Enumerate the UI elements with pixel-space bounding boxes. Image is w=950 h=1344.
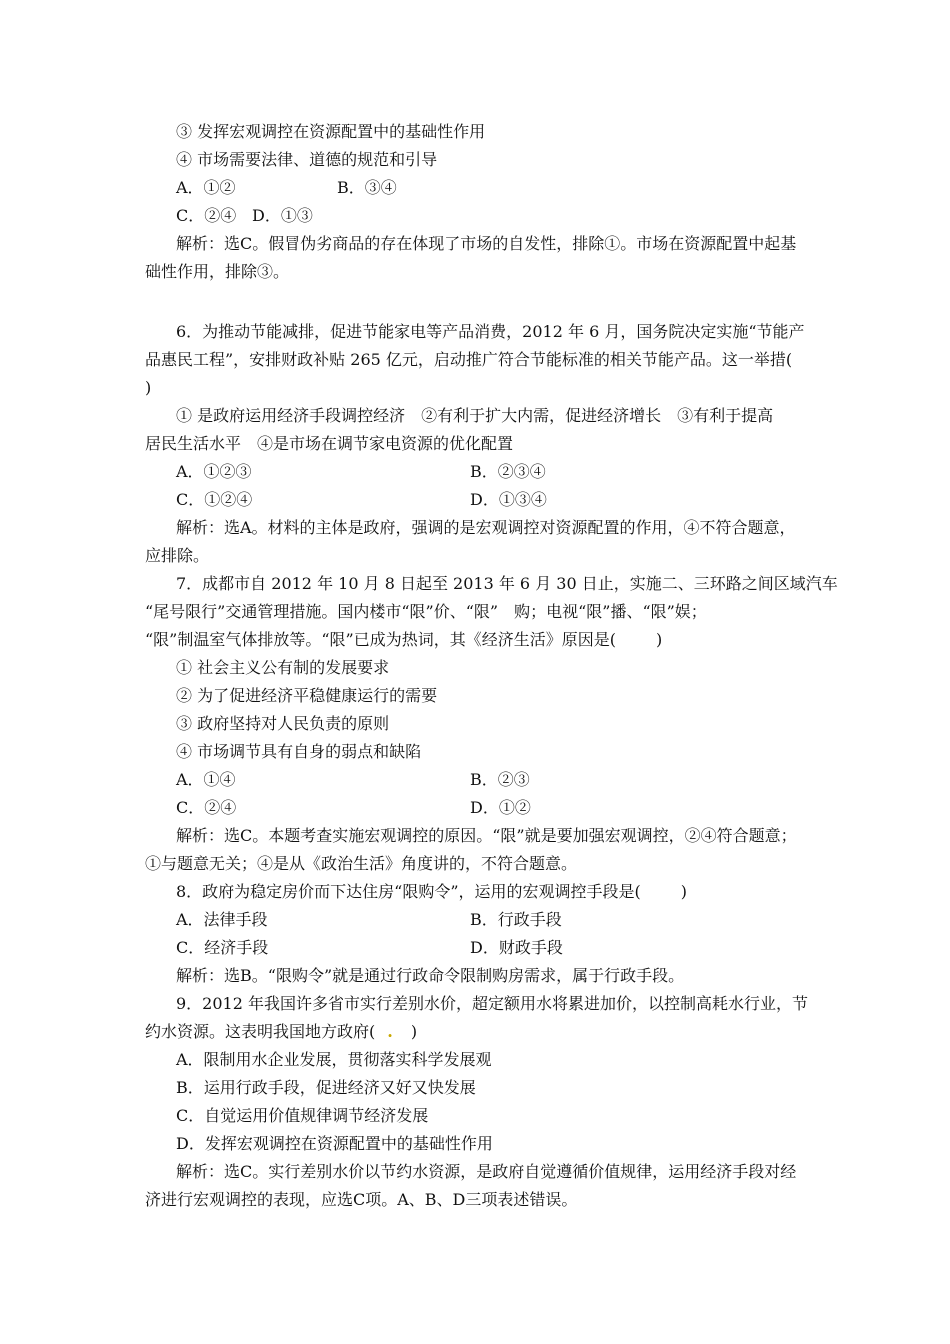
q9-stem-dot: . <box>387 1022 393 1041</box>
q8-choice-d: D．财政手段 <box>470 938 563 957</box>
q7-stem-text: “限”制温室气体排放等。“限”已成为热词，其《经济生活》原因是( <box>145 630 616 649</box>
q6-stem-line-2: 品惠民工程”，安排财政补贴 265 亿元，启动推广符合节能标准的相关节能产品。这一举措( <box>145 350 793 369</box>
q7-choice-a: A．①④ <box>176 770 236 789</box>
q5-option-3: ③ 发挥宏观调控在资源配置中的基础性作用 <box>176 122 486 141</box>
q6-choice-c: C．①②④ <box>176 490 253 509</box>
q9-stem-close: ) <box>410 1022 418 1041</box>
q8-stem-text: 8．政府为稳定房价而下达住房“限购令”，运用的宏观调控手段是( <box>176 882 641 901</box>
q6-stem-line-1: 6．为推动节能减排，促进节能家电等产品消费，2012 年 6 月，国务院决定实施“节能产 <box>176 322 805 341</box>
q6-choice-a: A．①②③ <box>176 462 252 481</box>
q8-stem <box>176 882 687 902</box>
q8-analysis: 解析：选B。“限购令”就是通过行政命令限制购房需求，属于行政手段。 <box>176 966 685 985</box>
q6-options-line-2: 居民生活水平 ④是市场在调节家电资源的优化配置 <box>145 434 514 453</box>
q7-analysis-line-2: ①与题意无关；④是从《政治生活》角度讲的，不符合题意。 <box>145 854 578 873</box>
q7-stem-line-3 <box>145 630 662 650</box>
q5-choice-a: A．①② <box>176 178 236 197</box>
q6-options-line-1: ① 是政府运用经济手段调控经济 ②有利于扩大内需，促进经济增长 ③有利于提高 <box>176 406 774 425</box>
q7-choice-d: D．①② <box>470 798 531 817</box>
q5-option-4: ④ 市场需要法律、道德的规范和引导 <box>176 150 438 169</box>
q7-stem-line-1: 7．成都市自 2012 年 10 月 8 日起至 2013 年 6 月 30 日止，实施二、三环路之间区域汽车 <box>176 574 838 593</box>
q5-choice-b: B．③④ <box>337 178 397 197</box>
q6-analysis-line-2: 应排除。 <box>145 546 210 565</box>
q8-choice-b: B．行政手段 <box>470 910 562 929</box>
q7-option-1: ① 社会主义公有制的发展要求 <box>176 658 390 677</box>
q9-analysis-line-2: 济进行宏观调控的表现，应选C项。A、B、D三项表述错误。 <box>145 1190 578 1209</box>
q6-choice-d: D．①③④ <box>470 490 547 509</box>
q9-choice-b: B．运用行政手段，促进经济又好又快发展 <box>176 1078 476 1097</box>
q8-choice-c: C．经济手段 <box>176 938 269 957</box>
q6-choice-b: B．②③④ <box>470 462 546 481</box>
q5-choice-d: D．①③ <box>252 206 313 225</box>
q7-option-2: ② 为了促进经济平稳健康运行的需要 <box>176 686 438 705</box>
q5-analysis-line-2: 础性作用，排除③。 <box>145 262 290 281</box>
q5-analysis-line-1: 解析：选C。假冒伪劣商品的存在体现了市场的自发性，排除①。市场在资源配置中起基 <box>176 234 797 253</box>
q7-stem-close: ) <box>655 630 663 649</box>
q7-choice-c: C．②④ <box>176 798 237 817</box>
q7-option-3: ③ 政府坚持对人民负责的原则 <box>176 714 390 733</box>
q8-stem-close: ) <box>680 882 688 901</box>
q7-option-4: ④ 市场调节具有自身的弱点和缺陷 <box>176 742 422 761</box>
q8-choice-a: A．法律手段 <box>176 910 268 929</box>
q7-choice-b: B．②③ <box>470 770 530 789</box>
q7-analysis-line-1: 解析：选C。本题考查实施宏观调控的原因。“限”就是要加强宏观调控，②④符合题意； <box>176 826 797 845</box>
q9-analysis-line-1: 解析：选C。实行差别水价以节约水资源，是政府自觉遵循价值规律，运用经济手段对经 <box>176 1162 797 1181</box>
q9-choice-c: C．自觉运用价值规律调节经济发展 <box>176 1106 429 1125</box>
q9-choice-a: A．限制用水企业发展，贯彻落实科学发展观 <box>176 1050 492 1069</box>
q9-stem-line-2 <box>145 1022 417 1042</box>
q9-stem-line-1: 9．2012 年我国许多省市实行差别水价，超定额用水将累进加价，以控制高耗水行业，节 <box>176 994 808 1013</box>
q7-stem-line-2: “尾号限行”交通管理措施。国内楼市“限”价、“限” 购；电视“限”播、“限”娱； <box>145 602 707 621</box>
q6-analysis-line-1: 解析：选A。材料的主体是政府，强调的是宏观调控对资源配置的作用，④不符合题意， <box>176 518 796 537</box>
q9-choice-d: D．发挥宏观调控在资源配置中的基础性作用 <box>176 1134 493 1153</box>
q6-stem-line-3: ) <box>145 378 152 397</box>
q5-choice-c: C．②④ <box>176 206 237 225</box>
q9-stem-text: 约水资源。这表明我国地方政府( <box>145 1022 376 1041</box>
